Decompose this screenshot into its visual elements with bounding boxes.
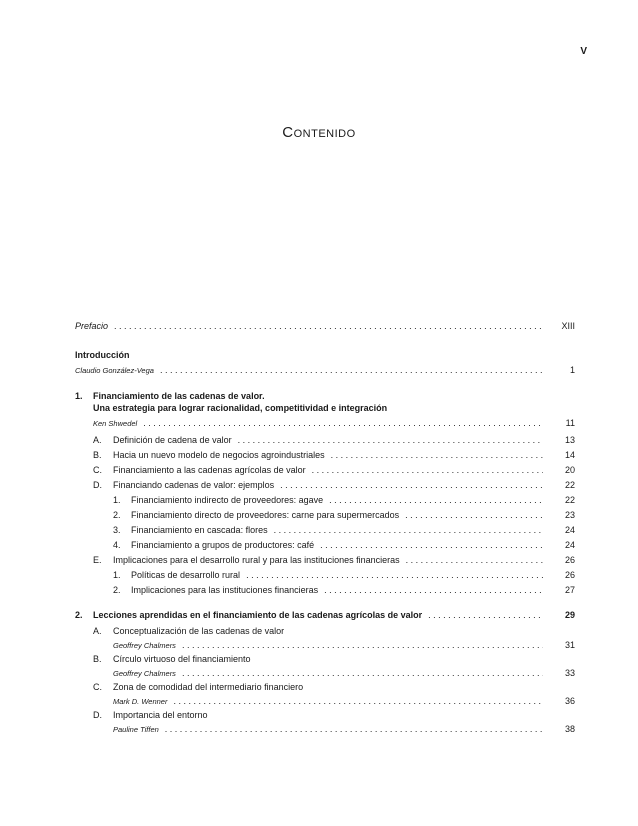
toc-page: 31 [564, 640, 575, 650]
toc-heading-introduccion: Introducción [75, 350, 130, 360]
toc-label-text: Financiamiento indirecto de proveedores: agave [131, 495, 324, 505]
toc-page: 38 [564, 724, 575, 734]
toc-entry-1d2[interactable] [75, 510, 575, 521]
toc-page: 26 [564, 570, 575, 580]
toc-number: C. [93, 682, 102, 692]
toc-section-2d [75, 710, 575, 721]
leader-dots [246, 570, 543, 581]
toc-label [93, 555, 400, 566]
leader-dots [405, 510, 543, 521]
leader-dots [406, 555, 543, 566]
toc-entry-1d1[interactable] [75, 495, 575, 506]
toc-number: B. [93, 450, 102, 460]
toc-entry-1d[interactable] [75, 480, 575, 491]
leader-dots [182, 640, 543, 651]
toc-entry-prefacio[interactable] [75, 321, 575, 332]
toc-page: XIII [561, 321, 575, 331]
toc-page: 20 [564, 465, 575, 475]
toc-label [113, 570, 240, 581]
leader-dots [160, 365, 543, 376]
toc-section-2c [75, 682, 575, 693]
leader-dots [274, 525, 543, 536]
toc-author: Claudio González-Vega [75, 366, 154, 375]
toc-label [113, 510, 399, 521]
toc-entry-1d4[interactable] [75, 540, 575, 551]
toc-label-text: Financiamiento en cascada: flores [131, 525, 268, 535]
toc-entry-2b[interactable] [75, 668, 575, 679]
toc-label-text: Lecciones aprendidas en el financiamiento de las cadenas agrícolas de valor [93, 610, 423, 620]
toc-author: Mark D. Wenner [113, 697, 168, 706]
toc-label-text: Definición de cadena de valor [113, 435, 232, 445]
toc-page: 27 [564, 585, 575, 595]
toc-entry-2c[interactable] [75, 696, 575, 707]
toc-label [93, 450, 325, 461]
toc-number: A. [93, 435, 102, 445]
toc-entry-1d3[interactable] [75, 525, 575, 536]
toc-page: 29 [564, 610, 575, 620]
toc-number: E. [93, 555, 102, 565]
toc-page: 24 [564, 540, 575, 550]
toc-label-text: Implicaciones para las instituciones financieras [131, 585, 319, 595]
toc-section-2a [75, 626, 575, 637]
table-of-contents [75, 321, 575, 735]
toc-page: 13 [564, 435, 575, 445]
toc-number: C. [93, 465, 102, 475]
leader-dots [329, 495, 543, 506]
toc-entry-introduccion[interactable] [75, 365, 575, 376]
toc-author: Pauline Tiffen [113, 725, 159, 734]
leader-dots [312, 465, 543, 476]
toc-label [113, 495, 323, 506]
toc-number: 1. [113, 570, 121, 580]
toc-page: 33 [564, 668, 575, 678]
leader-dots [238, 435, 543, 446]
leader-dots [114, 321, 543, 332]
toc-label-text: Financiamiento directo de proveedores: carne para supermercados [131, 510, 400, 520]
toc-number: 3. [113, 525, 121, 535]
toc-author: Ken Shwedel [93, 419, 138, 428]
toc-entry-2d[interactable] [75, 724, 575, 735]
toc-label-text: Zona de comodidad del intermediario financiero [113, 682, 304, 692]
toc-label-text: Financiamiento a las cadenas agrícolas de valor [113, 465, 306, 475]
page-number: V [580, 46, 587, 57]
leader-dots [428, 610, 543, 621]
toc-label-text: Implicaciones para el desarrollo rural y para las instituciones financieras [113, 555, 400, 565]
toc-number: D. [93, 480, 102, 490]
toc-label: Prefacio [75, 321, 109, 331]
toc-author: Geoffrey Chalmers [113, 669, 176, 678]
toc-label-text: Financiamiento a grupos de productores: café [131, 540, 315, 550]
toc-number: 1. [75, 391, 83, 401]
toc-page: 11 [565, 418, 575, 428]
toc-page: 24 [564, 525, 575, 535]
leader-dots [182, 668, 543, 679]
toc-entry-1e2[interactable] [75, 585, 575, 596]
leader-dots [143, 418, 543, 429]
toc-entry-2a[interactable] [75, 640, 575, 651]
toc-page: 26 [564, 555, 575, 565]
toc-label [113, 540, 314, 551]
toc-page: 36 [564, 696, 575, 706]
toc-page: 23 [564, 510, 575, 520]
toc-label [93, 435, 232, 446]
toc-number: 2. [75, 610, 83, 620]
toc-entry-chapter-1[interactable] [75, 418, 575, 429]
toc-number: D. [93, 710, 102, 720]
toc-label-text: Círculo virtuoso del financiamiento [113, 654, 251, 664]
toc-entry-1c[interactable] [75, 465, 575, 476]
toc-page: 22 [564, 480, 575, 490]
toc-author: Geoffrey Chalmers [113, 641, 176, 650]
leader-dots [280, 480, 543, 491]
toc-label-text: Hacia un nuevo modelo de negocios agroindustriales [113, 450, 325, 460]
toc-entry-chapter-2[interactable] [75, 610, 575, 621]
leader-dots [173, 696, 543, 707]
toc-chapter-1-subtitle: Una estrategia para lograr racionalidad, competitividad e integración [93, 403, 388, 413]
toc-entry-1e1[interactable] [75, 570, 575, 581]
toc-chapter-1-title [75, 391, 575, 402]
toc-label [93, 480, 274, 491]
leader-dots [331, 450, 543, 461]
leader-dots [165, 724, 543, 735]
toc-label [113, 585, 318, 596]
toc-number: B. [93, 654, 102, 664]
toc-label-text: Políticas de desarrollo rural [131, 570, 241, 580]
toc-section-2b [75, 654, 575, 665]
toc-entry-1e[interactable] [75, 555, 575, 566]
toc-entry-1a[interactable] [75, 435, 575, 446]
toc-chapter-title-line: Financiamiento de las cadenas de valor. [93, 391, 265, 401]
toc-label [113, 525, 268, 536]
leader-dots [320, 540, 543, 551]
toc-label [75, 610, 422, 621]
toc-number: 2. [113, 510, 121, 520]
toc-label [93, 465, 306, 476]
toc-number: 1. [113, 495, 121, 505]
toc-entry-1b[interactable] [75, 450, 575, 461]
toc-page: 1 [569, 365, 575, 375]
toc-label-text: Importancia del entorno [113, 710, 208, 720]
page-title: Contenido [282, 124, 356, 141]
toc-number: A. [93, 626, 102, 636]
toc-label-text: Conceptualización de las cadenas de valor [113, 626, 285, 636]
toc-number: 4. [113, 540, 121, 550]
toc-label-text: Financiando cadenas de valor: ejemplos [113, 480, 275, 490]
leader-dots [324, 585, 543, 596]
toc-page: 22 [564, 495, 575, 505]
toc-number: 2. [113, 585, 121, 595]
toc-page: 14 [564, 450, 575, 460]
